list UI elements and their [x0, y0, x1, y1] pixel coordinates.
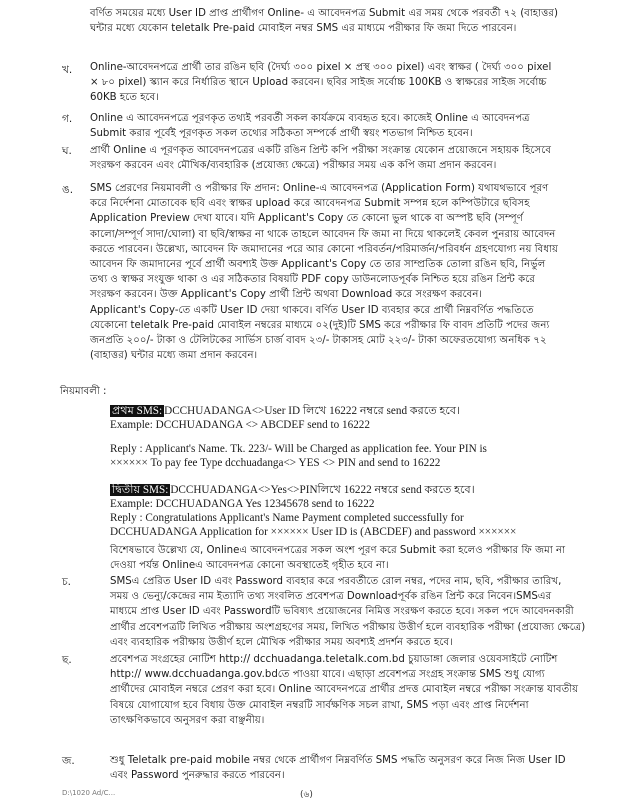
spacer	[110, 432, 487, 442]
text-line: মাধ্যমে প্রাপ্ত User ID এবং Passwordটি ভবিষ্যৎ প্রয়োজনের নিমিত্ত সংরক্ষণ করতে হবে। সকল পদে আবেদনকারী	[110, 606, 574, 618]
section-label-gha: ঘ.	[62, 145, 72, 157]
text-line: Application Preview দেখা যাবে। যদি Applicant's Copy তে কোনো ভুল থাকে বা অস্পষ্ট ছবি (সম্পূর্ণ	[90, 213, 523, 225]
text-line: প্রার্থীদের মোবাইল নম্বরে প্রেরণ করা হবে। Online আবেদনপত্রে প্রার্থীর প্রদত্ত মোবাইল নম্বরে পরীক্ষা সংক্রান্ত যাবতীয়	[110, 684, 579, 696]
text-line: আবেদন ফি জমাদানের পূর্বে প্রার্থী অবশ্যই উক্ত Applicant's Copy তে তার সাম্প্রতিক তোলা রঙিন ছবি, নির্ভুল	[90, 259, 546, 271]
text-line: শুধু Teletalk pre-paid mobile নম্বর থেকে প্রার্থীগণ নিম্নবর্ণিত SMS পদ্ধতি অনুসরণ করে নিজ নিজ User ID	[110, 755, 566, 766]
section-label-nga: ঙ.	[62, 184, 74, 196]
text-line: সংরক্ষণ করবেন। উক্ত Applicant's Copy প্রার্থী প্রিন্ট অথবা Download করে সংরক্ষণ করবেন।	[90, 289, 483, 301]
sms-second-reply: DCCHUADANGA Application for ×××××× User ID is (ABCDEF) and password ××××××	[110, 526, 517, 538]
sms-second-line	[110, 483, 516, 497]
text-line: Online-আবেদনপত্রে প্রার্থী তার রঙিন ছবি (দৈর্ঘ্য ৩০০ pixel × প্রস্থ ৩০০ pixel) এবং স্বাক্ষর ( দৈর্ঘ্য ৩০০ pixel	[90, 62, 552, 73]
section-ja	[110, 753, 566, 783]
text-line: দেওয়া পর্যন্ত Onlineএ আবেদনপত্র কোনো অবস্থাতেই গৃহীত হবে না।	[110, 560, 389, 572]
text-line: বর্ণিত সময়ের মধ্যে User ID প্রাপ্ত প্রার্থীগণ Online- এ আবেদনপত্র Submit এর সময় থেকে পরবর্তী ৭২ (বাহাত্তর)	[90, 8, 558, 19]
sms-second-reply: Reply : Congratulations Applicant's Name Payment completed successfully for	[110, 512, 464, 524]
sms-first-example: Example: DCCHUADANGA <> ABCDEF send to 16222	[110, 419, 370, 431]
text-line: যেকোনো teletalk Pre-paid মোবাইল নম্বরের মাধ্যমে ০২(দুই)টি SMS করে পরীক্ষার ফি বাবদ প্রতিটি পদের জন্য	[90, 319, 550, 331]
text-line: করে নির্দেশনা মোতাবেক ছবি এবং স্বাক্ষর upload করে আবেদনপত্র Submit সম্পন্ন হলে কম্পিউটারে ছবিসহ	[90, 198, 530, 210]
text-line: তাৎক্ষণিকভাবে অনুসরণ করা বাঞ্ছনীয়।	[110, 714, 265, 726]
intro-paragraph	[90, 6, 558, 36]
text-line: করতে পারবেন। উল্লেখ্য, আবেদন ফি জমাদানের পরে আর কোনো পরিবর্তন/পরিমার্জন/পরিবর্ধন গ্রহণযোগ্য নয় বিধায়	[90, 243, 558, 255]
text-line: http:// www.dcchuadanga.gov.bdতে পাওয়া যাবে। এছাড়া প্রবেশপত্র সংগ্রহ সংক্রান্ত SMS শুধু যোগ্য	[110, 669, 545, 681]
footer-file-code: D:\1020 Ad/C...	[62, 789, 116, 797]
section-label-kha: খ.	[62, 64, 73, 76]
text-line: কালো/সম্পূর্ণ সাদা/ঘোলা) বা ছবি/স্বাক্ষর না থাকে তাহলে আবেদন ফি জমা না দিয়ে থাকলেই কেবল পুনরায় আবেদন	[90, 228, 556, 240]
page-number: (৬)	[300, 790, 313, 800]
text-line: Submit করার পূর্বেই পূরণকৃত সকল তথ্যের সঠিকতা সম্পর্কে প্রার্থী স্বয়ং শতভাগ নিশ্চিত হবেন।	[90, 128, 473, 140]
text-line: বিষয়ে যোগাযোগ হবে বিধায় উক্ত মোবাইল নম্বরটি সার্বক্ষণিক সচল রাখা, SMS পড়া এবং প্রাপ্ত নির্দেশনা	[110, 699, 529, 711]
text-line: সংরক্ষণ করবেন এবং মৌখিক/ব্যবহারিক (প্রযোজ্য ক্ষেত্রে) পরীক্ষার সময় এক কপি জমা প্রদান করবেন।	[90, 160, 497, 172]
sms-first-line	[110, 404, 487, 418]
section-cha	[110, 574, 585, 650]
sms-first-block	[110, 404, 487, 470]
sms-second-command: DCCHUADANGA<>Yes<>PINলিখে 16222 নম্বরে send করতে হবে।	[170, 484, 475, 496]
section-label-ga: গ.	[62, 113, 73, 125]
sms-second-note	[110, 543, 565, 573]
rules-heading: নিয়মাবলী :	[60, 386, 107, 397]
sms-first-reply: ×××××× To pay fee Type dcchuadanga<> YES <> PIN and send to 16222	[110, 457, 441, 469]
section-label-cha: চ.	[62, 576, 72, 588]
sms-first-reply: Reply : Applicant's Name. Tk. 223/- Will be Charged as application fee. Your PIN is	[110, 443, 487, 455]
sms-second-tag: দ্বিতীয় SMS:	[112, 484, 169, 496]
sms-second-example: Example: DCCHUADANGA Yes 12345678 send to 16222	[110, 498, 375, 510]
text-line: SMSএ প্রেরিত User ID এবং Password ব্যবহার করে পরবর্তীতে রোল নম্বর, পদের নাম, ছবি, পরীক্ষার তারিখ,	[110, 576, 562, 587]
sms-first-command: DCCHUADANGA<>User ID লিখে 16222 নম্বরে send করতে হবে।	[164, 405, 461, 417]
section-kha	[90, 60, 551, 106]
text-line: জনপ্রতি ২০০/- টাকা ও টেলিটকের সার্ভিস চার্জ বাবদ ২৩/- টাকাসহ মোট ২২৩/- টাকা অফেরতযোগ্য অনধিক ৭২	[90, 335, 547, 347]
text-line: প্রবেশপত্র সংগ্রহের নোটিশ http:// dcchuadanga.teletalk.com.bd চুয়াডাঙ্গা জেলার ওয়েবসাইটে নোটিশ	[110, 654, 558, 665]
text-line: প্রার্থী Online এ পূরণকৃত আবেদনপত্রের একটি রঙিন প্রিন্ট কপি পরীক্ষা সংক্রান্ত যেকোন প্রয়োজনে সহায়ক হিসেবে	[90, 145, 552, 156]
section-chha	[110, 652, 578, 728]
section-label-ja: জ.	[62, 755, 75, 767]
section-label-chha: ছ.	[62, 654, 72, 666]
section-gha	[90, 143, 551, 173]
text-line: বিশেষভাবে উল্লেখ্য যে, Onlineএ আবেদনপত্রের সকল অংশ পূরণ করে Submit করা হলেও পরীক্ষার ফি জমা না	[110, 545, 566, 556]
text-line: Applicant's Copy-তে একটি User ID দেয়া থাকবে। বর্ণিত User ID ব্যবহার করে প্রার্থী নিম্নবর্ণিত পদ্ধতিতে	[90, 304, 534, 316]
text-line: প্রার্থীর প্রবেশপত্রটি লিখিত পরীক্ষায় অংশগ্রহণের সময়, লিখিত পরীক্ষায় উত্তীর্ণ হলে ব্যবহারিক পরীক্ষা (প্রযোজ্য ক্ষেত্রে)	[110, 621, 586, 633]
text-line: এবং Password পুনরুদ্ধার করতে পারবেন।	[110, 770, 285, 782]
text-line: এবং ব্যবহারিক পরীক্ষায় উত্তীর্ণ হলে মৌখিক পরীক্ষার সময় অবশ্যই প্রদর্শন করতে হবে।	[110, 636, 453, 648]
text-line: তথ্য ও স্বাক্ষর সংযুক্ত থাকা ও এর সঠিকতার বিষয়টি PDF copy ডাউনলোডপূর্বক নিশ্চিত হয়ে রঙিন প্রিন্ট করে	[90, 274, 535, 286]
sms-second-block	[110, 483, 516, 539]
text-line: ঘন্টার মধ্যে যেকোন teletalk Pre-paid মোবাইল নম্বর SMS এর মাধ্যমে পরীক্ষার ফি জমা দিতে পারবেন।	[90, 23, 517, 35]
text-line: 60KB হতে হবে।	[90, 92, 159, 104]
text-line: × ৮০ pixel) স্ক্যান করে নির্ধারিত স্থানে Upload করবেন। ছবির সাইজ সর্বোচ্চ 100KB ও স্বাক্ষরের সাইজ সর্বোচ্চ	[90, 77, 547, 89]
text-line: Online এ আবেদনপত্রে পূরণকৃত তথ্যই পরবর্তী সকল কার্যক্রমে ব্যবহৃত হবে। কাজেই Online এ আবেদনপত্র	[90, 113, 530, 124]
text-line: (বাহাত্তর) ঘন্টার মধ্যে জমা প্রদান করবেন।	[90, 350, 258, 362]
text-line: সময় ও ভেন্যু/কেন্দ্রের নাম ইত্যাদি তথ্য সংবলিত প্রবেশপত্র Downloadপূর্বক রঙিন প্রিন্ট করে নিবেন।SMSএর	[110, 591, 552, 603]
sms-first-tag: প্রথম SMS:	[112, 405, 163, 417]
text-line: SMS প্রেরণের নিয়মাবলী ও পরীক্ষার ফি প্রদান: Online-এ আবেদনপত্র (Application Form) যথাযথভাবে পূরণ	[90, 183, 549, 194]
section-nga	[90, 181, 558, 363]
section-ga	[90, 111, 530, 141]
